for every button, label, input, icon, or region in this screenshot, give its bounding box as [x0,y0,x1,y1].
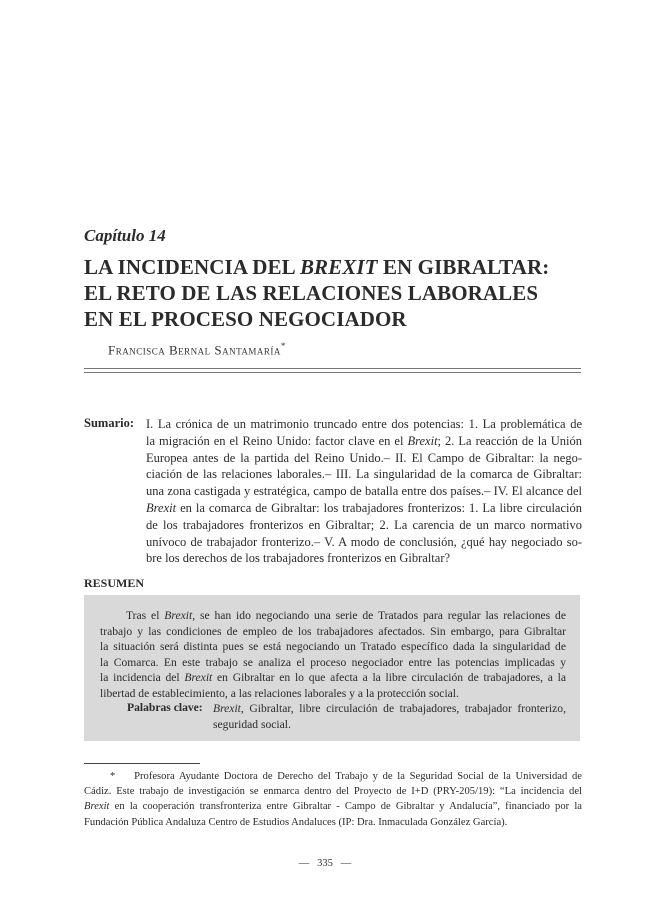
sumario-line: I. La crónica de un matrimonio truncado entre dos potencias: 1. La problemática de [146,417,582,431]
keywords-line [213,701,566,717]
footnote-text-part: en la cooperación transfronteriza entre Gibraltar - Campo de Gibraltar y Andalucía”, financiado por la [109,801,582,813]
sumario-line: Europea antes de la partida del Reino Unido.– II. El Campo de Gibraltar: la nego- [146,450,582,465]
footnote [84,769,582,830]
abstract-text-part: en Gibraltar en lo que afecta a la libre circulación de trabajadores, a la [212,671,566,684]
sumario-line [146,500,582,517]
author-text: Francisca Bernal Santamaría [108,342,281,358]
title-divider-top [84,368,581,369]
abstract-line [100,670,566,686]
abstract-text-part: , se han ido negociando una serie de Tratados para regular las relaciones de [192,609,566,622]
sumario-italic: Brexit [407,433,438,448]
author-footnote-mark: * [280,341,286,351]
sumario-line: una zona castigada y estratégica, campo de batalla entre dos países.– IV. El alcance del [146,484,582,499]
abstract-text-part: Tras el [126,609,165,622]
keywords-text-part: , Gibraltar, libre circulación de trabajadores, trabajador fronterizo, [240,702,566,715]
chapter-title [84,254,584,332]
sumario-text-part: la migración en el Reino Unido: factor clave en el [146,433,408,448]
footnote-line: * Profesora Ayudante Doctora de Derecho del Trabajo y de la Seguridad Social de la Universidad de [110,771,582,782]
footnote-line: Cádiz. Este trabajo de investigación se enmarca dentro del Proyecto de I+D (PRY-205/19): “La incidencia del [84,786,582,798]
chapter-label: Capítulo 14 [84,226,166,245]
author-name [108,341,286,358]
abstract-line: la Comarca. En este trabajo se analiza el proceso negociador entre las potencias implicadas y [100,655,566,669]
sumario-italic: Brexit [146,500,177,515]
title-divider-bottom [84,372,581,373]
sumario-line: de los trabajadores fronterizos en Gibraltar; 2. La carencia de un marco normativo [146,517,582,532]
footnote-line [84,799,582,814]
abstract-line: la situación será distinta pues se está negociando un Tratado específico dada la singularidad de [100,640,566,653]
abstract-line: libertad de establecimiento, a las relaciones laborales y a la protección social. [100,686,459,700]
title-line-3: EN EL PROCESO NEGOCIADOR [84,307,407,331]
sumario-line: bre los derechos de los trabajadores fronterizos en Gibraltar? [146,551,451,566]
abstract-italic: Brexit [184,671,213,684]
footnote-italic: Brexit [84,801,110,813]
sumario-text-part: ; 2. La reacción de la Unión [437,433,582,448]
title-line-2: EL RETO DE LAS RELACIONES LABORALES [84,281,539,305]
keywords-text [213,701,566,732]
title-text: EN GIBRALTAR: [377,255,550,279]
sumario-line: ciación de las relaciones laborales.– III. La singularidad de la comarca de Gibraltar: [146,467,582,482]
abstract-italic: Brexit [164,609,193,622]
title-line-1 [84,254,584,280]
abstract-text-part: la incidencia del [100,671,185,684]
resumen-heading: RESUMEN [84,576,145,590]
footnote-line: Fundación Pública Andaluza Centro de Estudios Andaluces (IP: Dra. Inmaculada González García). [84,816,508,828]
abstract-line [100,608,566,624]
abstract-text [100,608,566,701]
page-number: — 335 — [298,858,352,869]
keywords-italic: Brexit [213,702,241,715]
keywords-line: seguridad social. [213,717,291,731]
sumario-label: Sumario: [84,416,134,430]
sumario-line [146,433,582,450]
sumario-line: unívoco de trabajador fronterizo.– V. A modo de conclusión, ¿qué hay negociado so- [146,534,582,549]
abstract-line: trabajo y las condiciones de empleo de los trabajadores afectados. Sin embargo, para Gibraltar [100,624,566,638]
keywords-label: Palabras clave: [127,701,203,714]
title-italic-brexit: BREXIT [299,255,378,279]
title-text: LA INCIDENCIA DEL [84,255,300,279]
footnote-rule [84,763,200,764]
sumario-text [146,416,582,567]
sumario-text-part: en la comarca de Gibraltar: los trabajadores fronterizos: 1. La libre circulación [176,500,582,515]
